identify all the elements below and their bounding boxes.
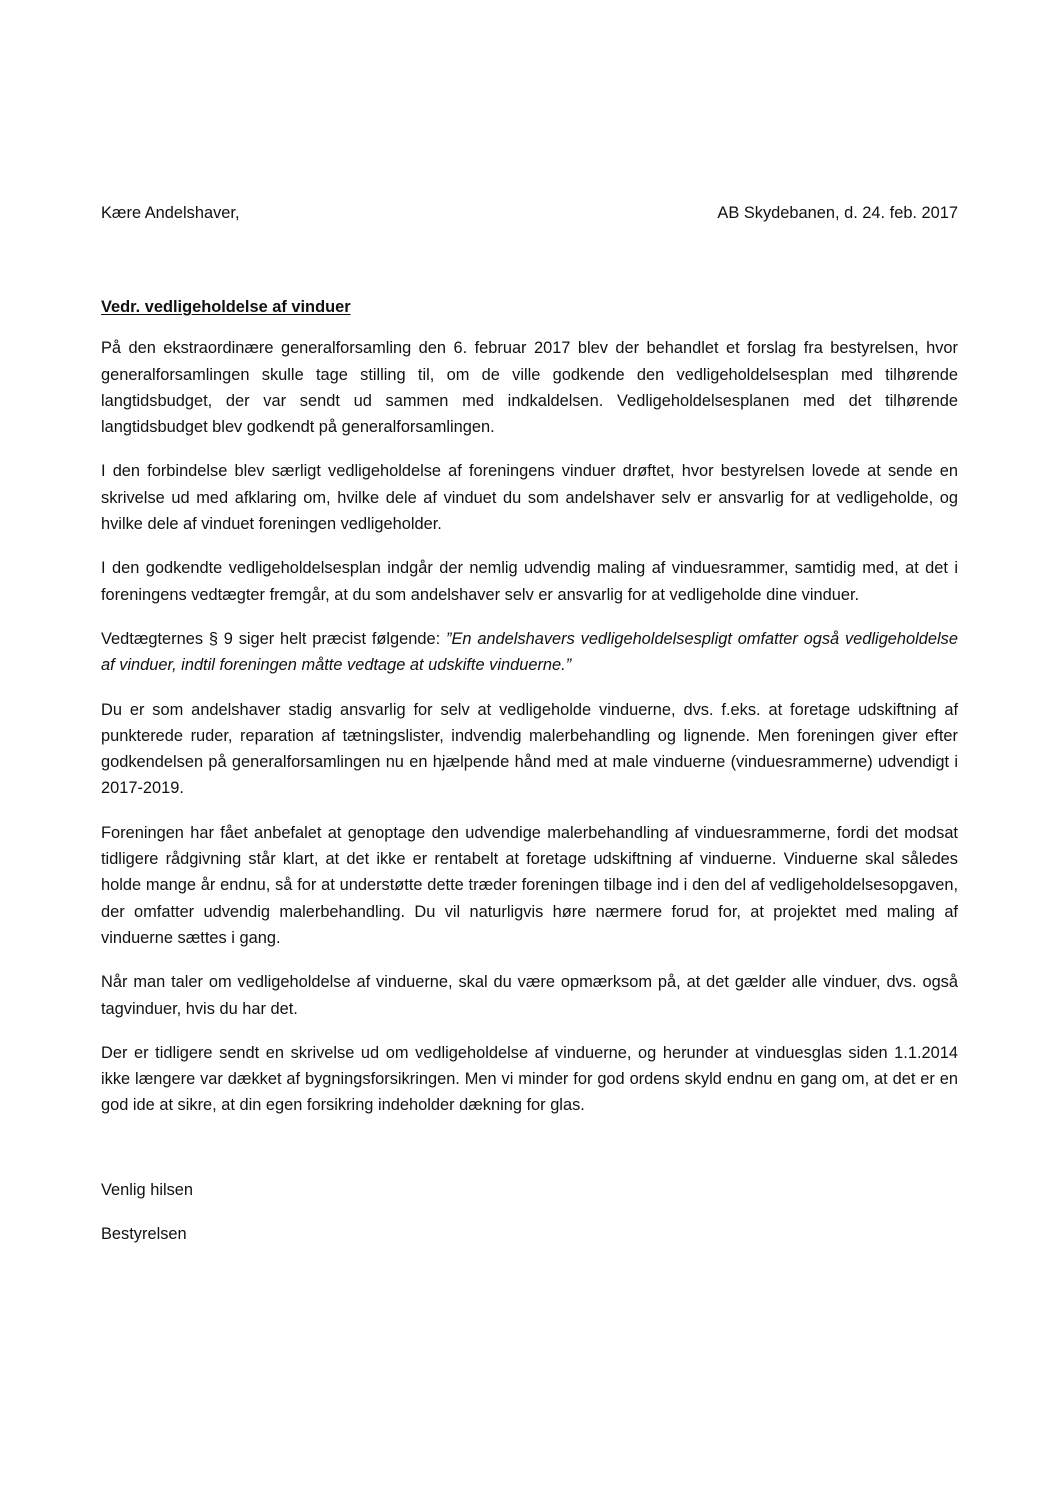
paragraph-insurance: Der er tidligere sendt en skrivelse ud om vedligeholdelse af vinduerne, og herunder at vinduesglas siden 1.1.2014 ikke længere var dækket af bygningsforsikringen. Men vi minder for god ordens skyld endnu en gang om, at det er en god ide at sikre, at din egen forsikring indeholder dækning for glas. xyxy=(101,1043,958,1115)
paragraph-owner-responsibility: Du er som andelshaver stadig ansvarlig for selv at vedligeholde vinduerne, dvs. f.eks. at foretage udskiftning af punkterede ruder, reparation af tætningslister, indvendig malerbehandling og lignende. Men foreningen giver efter godkendelsen på generalforsamlingen nu en hjælpende hånd med at male vinduerne (vinduesrammerne) udvendigt i 2017-2019. xyxy=(101,700,958,798)
paragraph-painting-recommendation: Foreningen har fået anbefalet at genoptage den udvendige malerbehandling af vinduesrammerne, fordi det modsat tidligere rådgivning står klart, at det ikke er rentabelt at foretage udskiftning af vinduerne. Vinduerne skal således holde mange år endnu, så for at understøtte dette træder foreningen tilbage ind i den del af vedligeholdelsesopgaven, der omfatter udvendig malerbehandling. Du vil naturligvis høre nærmere forud for, at projektet med maling af vinduerne sættes i gang. xyxy=(101,823,958,947)
bylaws-quote: ”En andelshavers vedligeholdelsespligt omfatter også vedligeholdelse af vinduer, indtil foreningen måtte vedtage at udskifte vinduerne.” xyxy=(101,629,958,675)
letter-header xyxy=(101,200,958,226)
paragraph-general-assembly: På den ekstraordinære generalforsamling den 6. februar 2017 blev der behandlet et forslag fra bestyrelsen, hvor generalforsamlingen skulle tage stilling til, om de ville godkende den vedligeholdelsesplan med tilhørende langtidsbudget, der var sendt ud sammen med indkaldelsen. Vedligeholdelsesplanen med det tilhørende langtidsbudget blev godkendt på generalforsamlingen. xyxy=(101,339,958,437)
letter-body xyxy=(101,200,958,1247)
paragraph-bylaws-quote xyxy=(101,626,958,679)
salutation: Kære Andelshaver, xyxy=(101,204,240,222)
bylaws-intro: Vedtægternes § 9 siger helt præcist følgende: xyxy=(101,629,446,648)
sender-and-date: AB Skydebanen, d. 24. feb. 2017 xyxy=(717,204,958,222)
paragraph-maintenance-plan: I den godkendte vedligeholdelsesplan indgår der nemlig udvendig maling af vinduesrammer, samtidig med, at det i foreningens vedtægter fremgår, at du som andelshaver selv er ansvarlig for at vedligeholde dine vinduer. xyxy=(101,559,958,604)
signature: Bestyrelsen xyxy=(101,1225,187,1244)
subject-heading: Vedr. vedligeholdelse af vinduer xyxy=(101,298,351,316)
closing: Venlig hilsen xyxy=(101,1180,194,1199)
paragraph-all-windows: Når man taler om vedligeholdelse af vinduerne, skal du være opmærksom på, at det gælder alle vinduer, dvs. også tagvinduer, hvis du har det. xyxy=(101,973,958,1018)
paragraph-discussion: I den forbindelse blev særligt vedligeholdelse af foreningens vinduer drøftet, hvor bestyrelsen lovede at sende en skrivelse ud med afklaring om, hvilke dele af vinduet du som andelshaver selv er ansvarlig for at vedligeholde, og hvilke dele af vinduet foreningen vedligeholder. xyxy=(101,462,958,534)
